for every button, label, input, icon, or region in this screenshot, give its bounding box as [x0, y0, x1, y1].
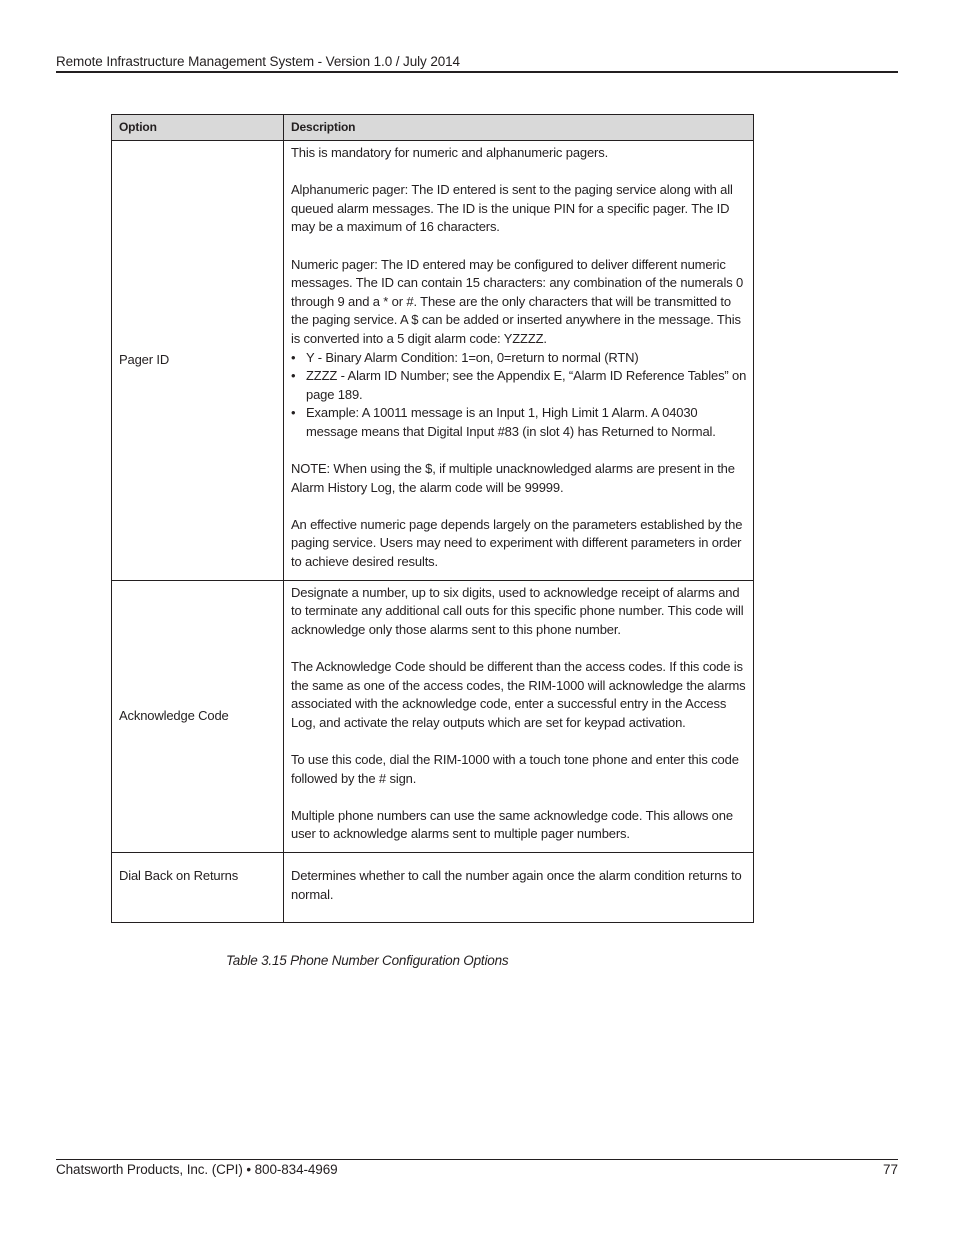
bullet-icon: • — [291, 368, 296, 384]
table-row-pager-id — [112, 141, 754, 581]
footer-company: Chatsworth Products, Inc. (CPI) • 800-834-4969 — [56, 1162, 338, 1177]
description-paragraph: Numeric pager: The ID entered may be configured to deliver different numeric messages. The ID can contain 15 characters: any combination of the numerals 0 through 9 and a * or #. These are the only characters that will be transmitted to the paging service. A $ can be added or inserted anywhere in the message. This is converted into a 5 digit alarm code: YZZZZ. — [291, 256, 744, 346]
option-cell: Acknowledge Code — [112, 580, 284, 852]
bullet-text: ZZZZ - Alarm ID Number; see the Appendix E, “Alarm ID Reference Tables” on page 189. — [306, 368, 747, 402]
page-number: 77 — [882, 1162, 898, 1177]
option-cell: Pager ID — [112, 141, 284, 581]
table-row-dial-back-on-returns — [112, 852, 754, 922]
column-header-option: Option — [112, 115, 284, 141]
table-header-row — [112, 115, 754, 141]
header-rule — [56, 71, 898, 73]
description-paragraph: The Acknowledge Code should be different than the access codes. If this code is the same as one of the access codes, the RIM-1000 will acknowledge the alarms associated with the acknowledge code, enter a successful entry in the Access Log, and activate the relay outputs which are set for keypad activation. — [291, 659, 746, 730]
bullet-text: Y - Binary Alarm Condition: 1=on, 0=return to normal (RTN) — [306, 349, 639, 365]
description-paragraph: Designate a number, up to six digits, used to acknowledge receipt of alarms and to terminate any additional call outs for this specific phone number. This code will acknowledge only those alarms sent to this phone number. — [291, 584, 744, 637]
bullet-item — [291, 404, 751, 441]
bullet-text: Example: A 10011 message is an Input 1, High Limit 1 Alarm. A 04030 message means that Digital Input #83 (in slot 4) has Returned to Normal. — [306, 405, 716, 439]
column-header-description: Description — [284, 115, 754, 141]
phone-number-options-table — [111, 114, 754, 923]
description-cell — [284, 141, 754, 581]
bullet-icon: • — [291, 405, 296, 421]
running-header-title: Remote Infrastructure Management System - Version 1.0 / July 2014 — [56, 54, 460, 69]
description-paragraph: An effective numeric page depends largely on the parameters established by the paging service. Users may need to experiment with different parameters in order to achieve desired results. — [291, 516, 743, 570]
description-paragraph: This is mandatory for numeric and alphanumeric pagers. — [291, 145, 609, 160]
description-paragraph: Multiple phone numbers can use the same acknowledge code. This allows one user to acknowledge alarms sent to multiple pager numbers. — [291, 807, 733, 842]
note-paragraph: NOTE: When using the $, if multiple unacknowledged alarms are present in the Alarm History Log, the alarm code will be 99999. — [291, 461, 735, 495]
option-cell: Dial Back on Returns — [112, 852, 284, 922]
description-cell — [284, 852, 754, 922]
bullet-item — [291, 349, 751, 368]
footer-rule — [56, 1159, 898, 1160]
description-paragraph: Determines whether to call the number again once the alarm condition returns to normal. — [291, 867, 742, 902]
description-paragraph: To use this code, dial the RIM-1000 with a touch tone phone and enter this code followed by the # sign. — [291, 752, 739, 786]
table-caption: Table 3.15 Phone Number Configuration Options — [226, 953, 509, 968]
description-paragraph: Alphanumeric pager: The ID entered is sent to the paging service along with all queued alarm messages. The ID is the unique PIN for a specific pager. The ID may be a maximum of 16 characters. — [291, 182, 733, 235]
bullet-item — [291, 367, 751, 404]
description-cell — [284, 580, 754, 852]
bullet-icon: • — [291, 349, 296, 365]
table-row-acknowledge-code — [112, 580, 754, 852]
alarm-code-bullet-list — [291, 349, 751, 442]
